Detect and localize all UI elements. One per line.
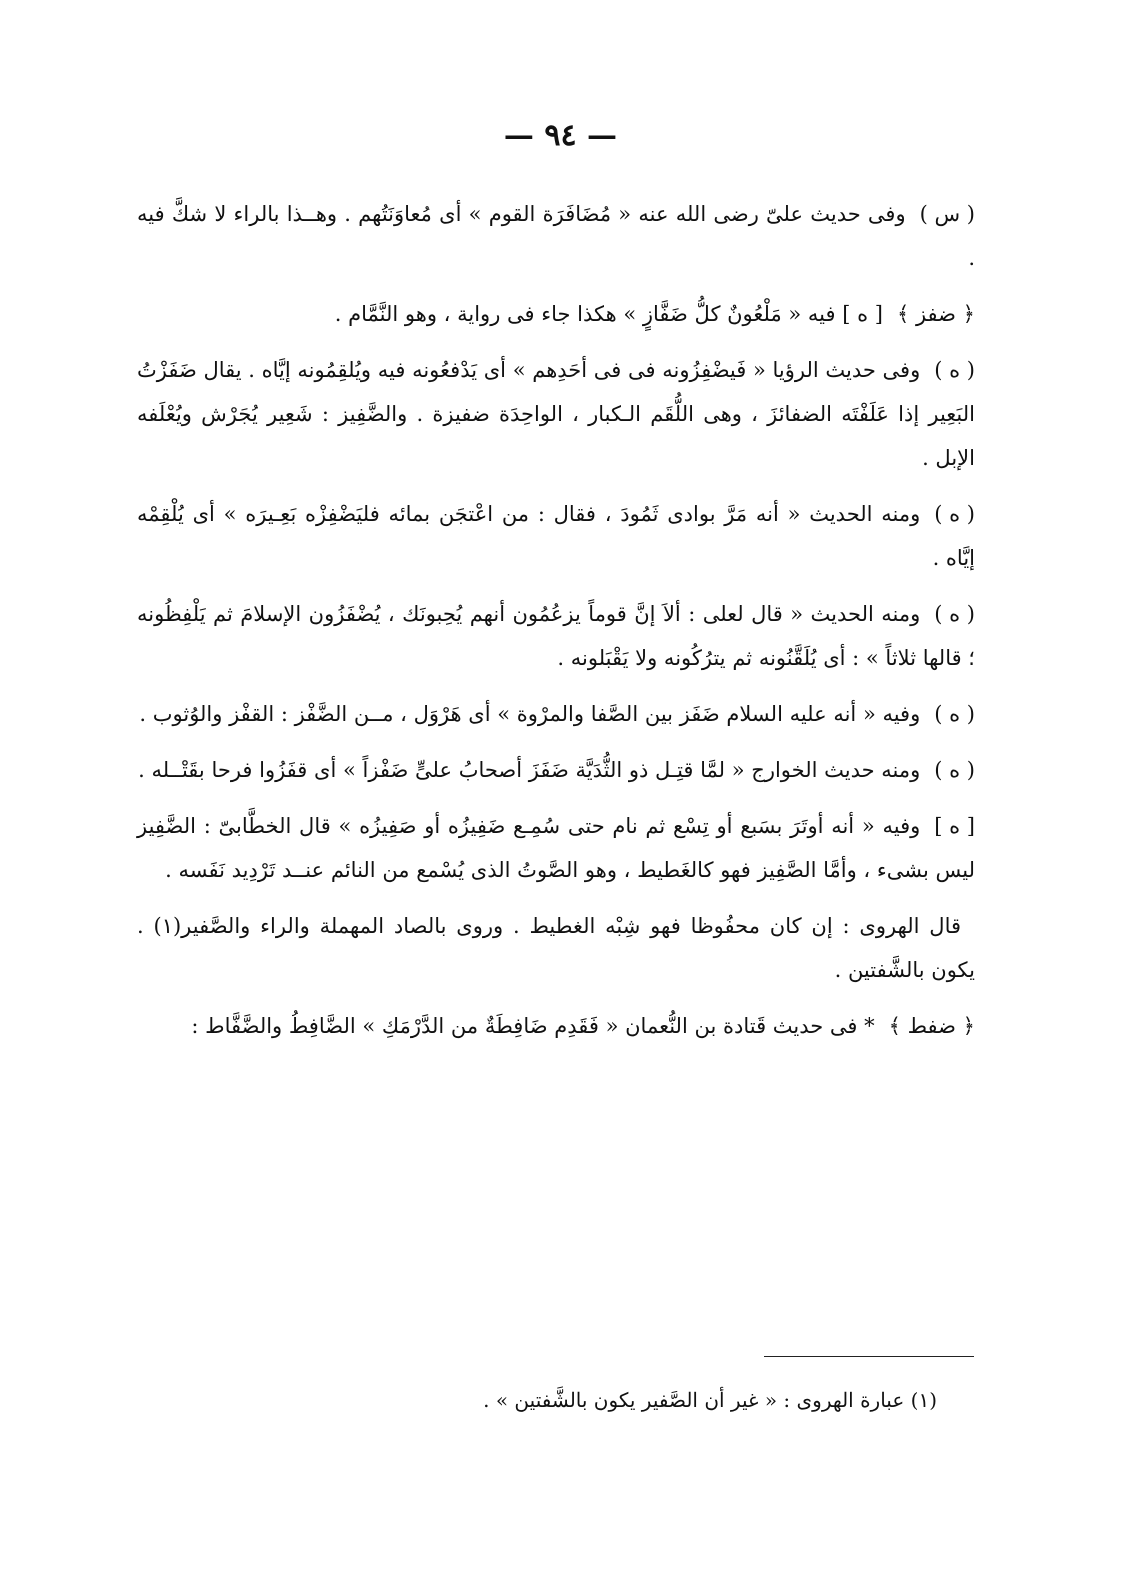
entry-tag: ﴿ ضفز ﴾ (896, 302, 975, 326)
entry-6 (137, 692, 975, 736)
footnote-divider (764, 1356, 974, 1357)
entry-4 (137, 492, 975, 580)
page-number: — ٩٤ — (503, 118, 618, 153)
entry-10 (137, 1004, 975, 1048)
entry-text: [ ه ] فيه « مَلْعُونٌ كلُّ ضَفَّازٍ » هكذا جاء فى رواية ، وهو النَّمَّام . (334, 302, 883, 326)
entry-text: وفيه « أنه أوتَرَ بسَبع أو تِسْع ثم نام حتى سُمِـع ضَفِيزُه أو صَفِيزُه » قال الخطَّابىّ : الضَّفِيز ليس بشىء ، وأمَّا الصَّفِيز فهو كالغَطيط ، وهو الصَّوتُ الذى يُسْمع من النائم عنــد تَرْدِيد نَفَسه . (137, 814, 975, 882)
entry-tag: ( ه ) (934, 602, 975, 626)
entry-8 (137, 804, 975, 892)
entry-tag: [ ه ] (934, 814, 975, 838)
entry-tag: ( ه ) (934, 702, 975, 726)
entry-text: وفى حديث علىّ رضى الله عنه « مُضَافَرَة القوم » أى مُعاوَنَتُهم . وهــذا بالراء لا شكَّ فيه . (137, 202, 975, 270)
entry-9 (137, 904, 975, 992)
footnote: (١) عبارة الهروى : « غير أن الصَّفير يكون بالشَّفتين » . (483, 1388, 937, 1412)
entry-2 (137, 292, 975, 336)
entry-text: ومنه الحديث « أنه مَرَّ بوادى ثَمُودَ ، فقال : من اعْتجَن بمائه فليَضْفِزْه بَعِـيرَه » أى يُلْقِمْه إيَّاه . (137, 502, 975, 570)
entry-1 (137, 192, 975, 280)
entry-tag: ﴿ ضفط ﴾ (888, 1014, 975, 1038)
entry-text: * فى حديث قَتادة بن النُّعمان « فَقَدِم ضَافِطَةٌ من الدَّرْمَكِ » الضَّافِطُ والضَّفَّاط : (191, 1014, 875, 1038)
entry-tag: ( ه ) (934, 502, 975, 526)
entry-text: ومنه حديث الخوارج « لمَّا قتِـل ذو الثُّدَيَّة ضَفَزَ أصحابُ علىٍّ ضَفْزاً » أى قفَزُوا فرحا بقَتْــله . (138, 758, 921, 782)
entry-5 (137, 592, 975, 680)
entry-7 (137, 748, 975, 792)
entry-text: ومنه الحديث « قال لعلى : ألاَ إنَّ قوماً يزعُمُون أنهم يُحِبونَك ، يُضْفَزُون الإسلامَ ثم يَلْفِظُونه ؛ قالها ثلاثاً » : أى يُلَقَّنُونه ثم يترُكُونه ولا يَقْبَلونه . (137, 602, 975, 670)
entry-tag: ( س ) (919, 202, 975, 226)
entry-3 (137, 348, 975, 480)
entry-tag: ( ه ) (934, 358, 975, 382)
entry-tag: ( ه ) (934, 758, 975, 782)
entry-text: وفى حديث الرؤيا « فَيضْفِزُونه فى فى أحَدِهم » أى يَدْفعُونه فيه ويُلقِمُونه إيَّاه . يقال ضَفَزْتُ البَعِير إذا عَلَفْتَه الضفائزَ ، وهى اللُّقَم الـكبار ، الواحِدَة ضفيزة . والضَّفِيز : شَعِير يُجَرْش ويُعْلَفه الإبل . (137, 358, 975, 470)
page-body (137, 192, 975, 1060)
entry-text: قال الهروى : إن كان محفُوظا فهو شِبْه الغطيط . وروى بالصاد المهملة والراء والصَّفير(١) . يكون بالشَّفتين . (137, 914, 975, 982)
entry-text: وفيه « أنه عليه السلام ضَفَز بين الصَّفا والمرْوة » أى هَرْوَل ، مــن الضَّفْز : القفْز والوُثوب . (139, 702, 921, 726)
